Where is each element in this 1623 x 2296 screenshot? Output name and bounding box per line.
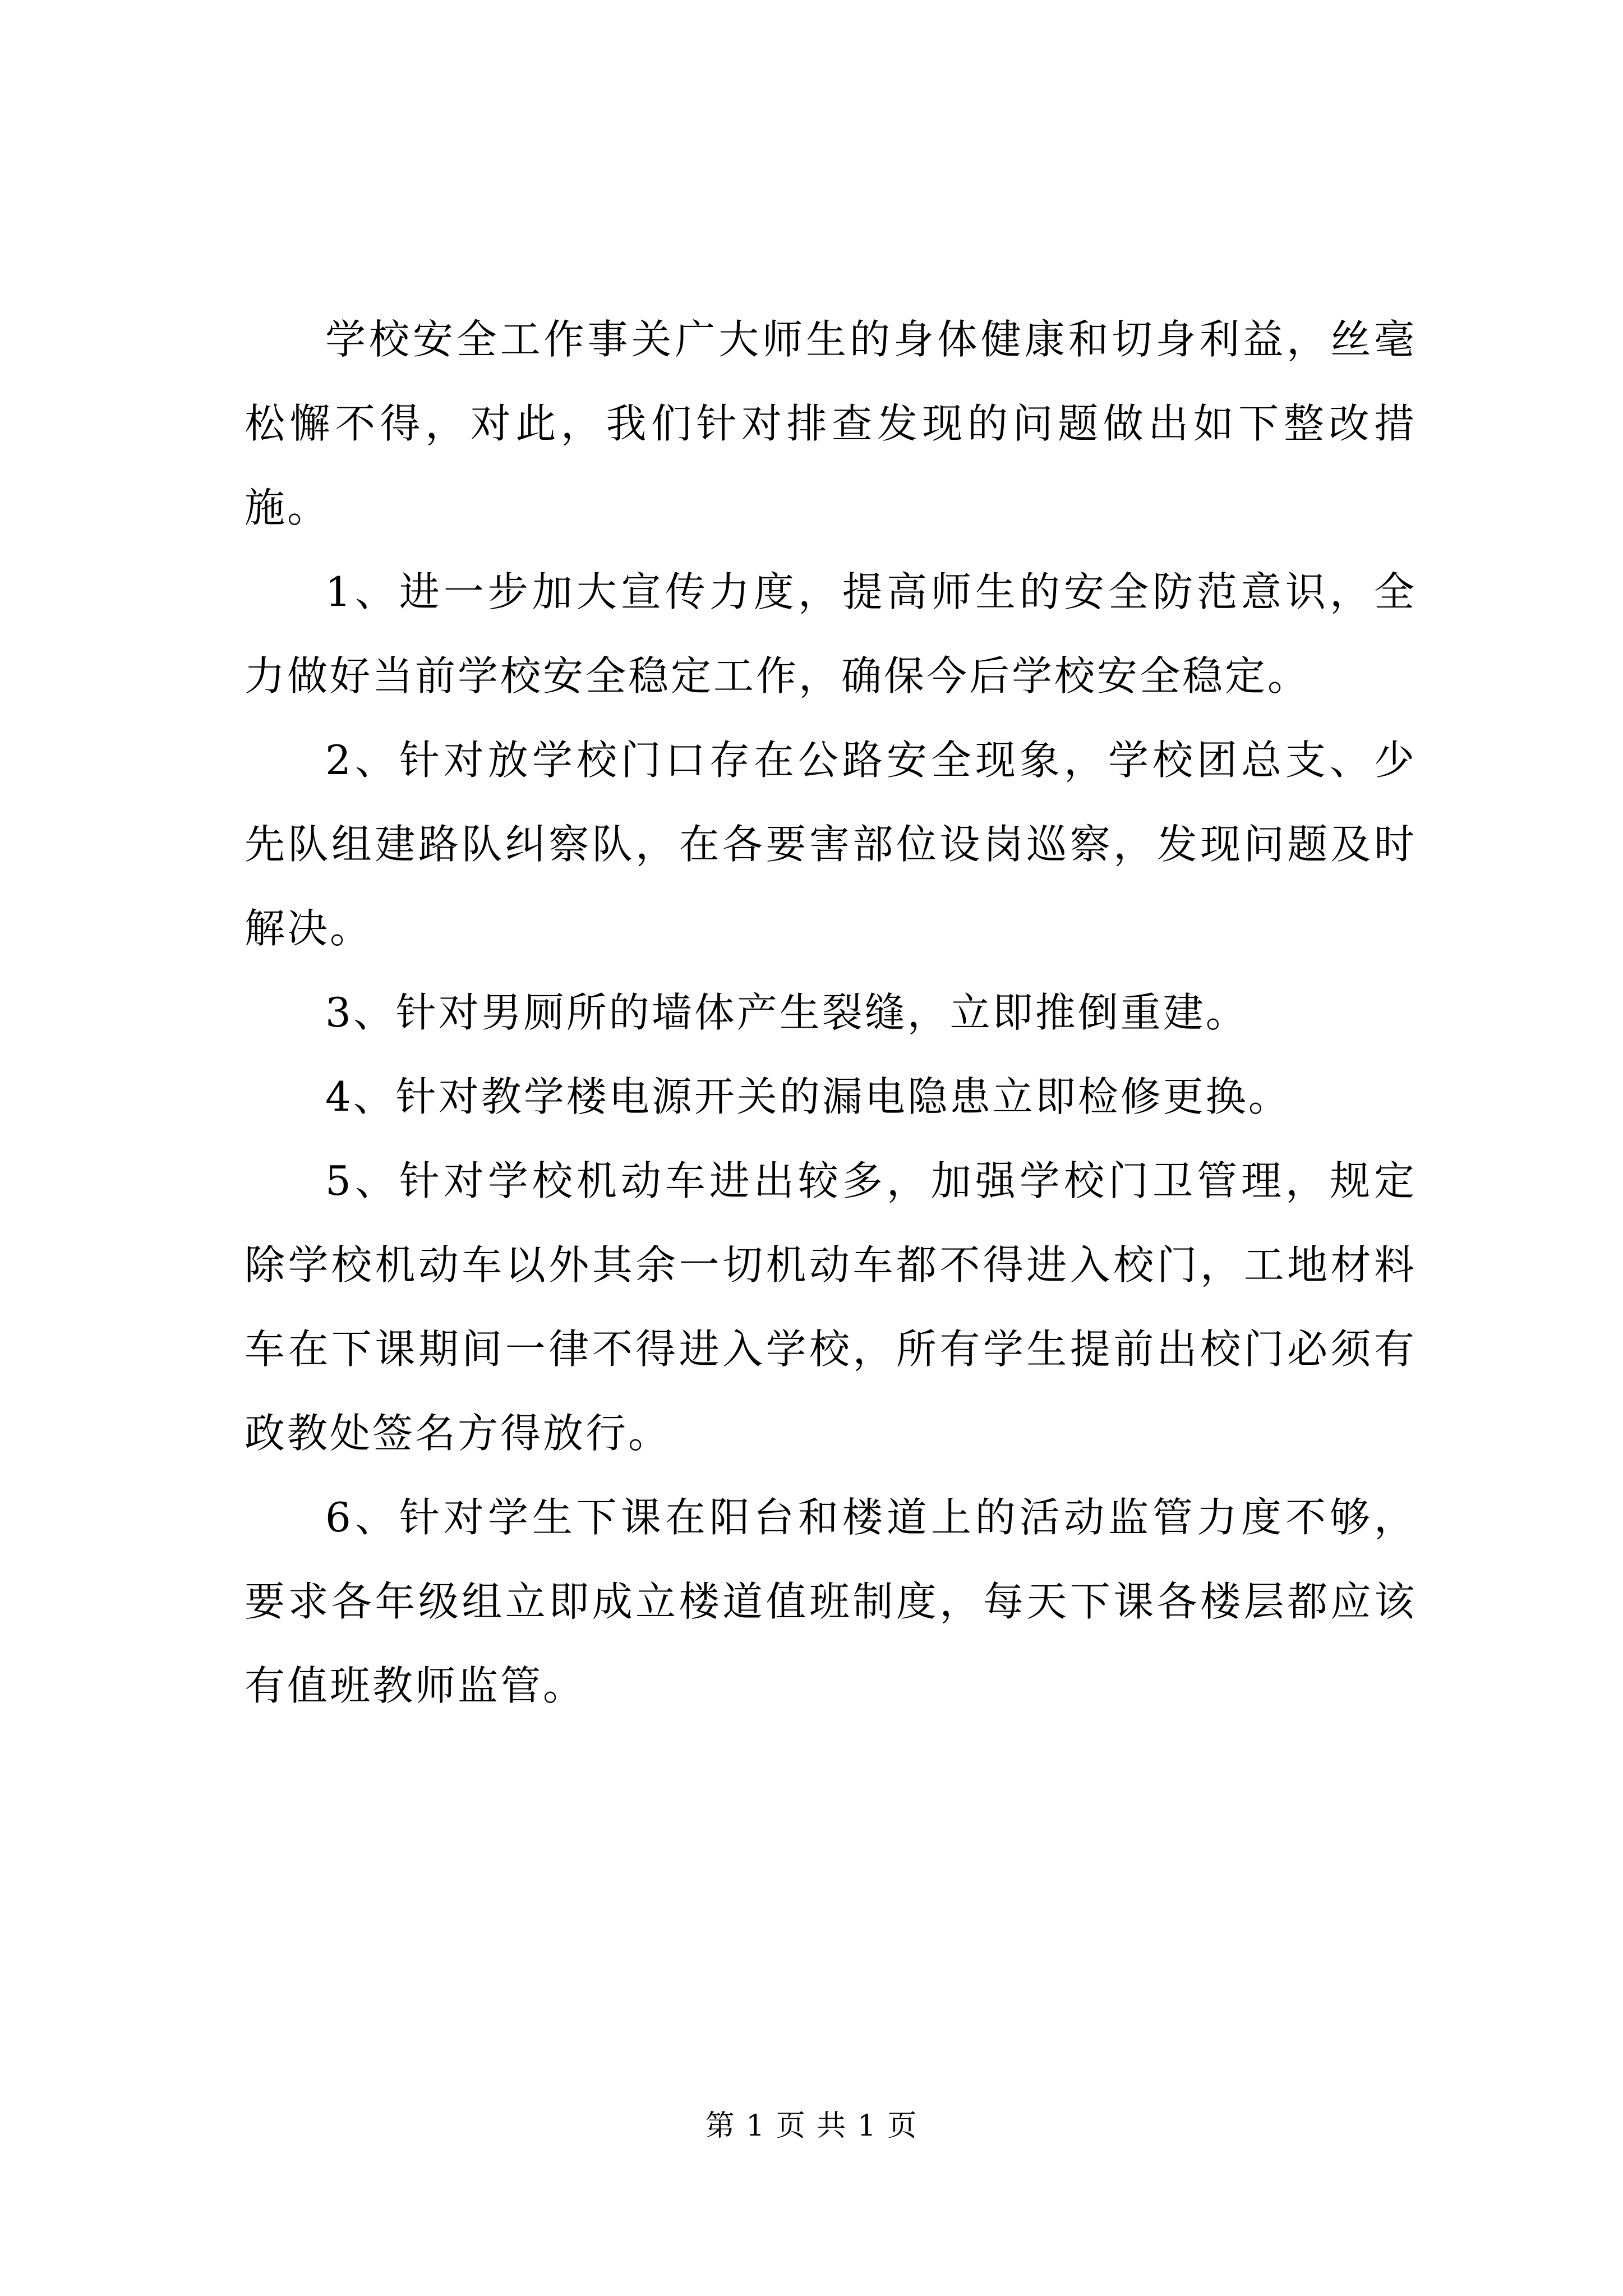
paragraph-item-1: 1、进一步加大宣传力度，提高师生的安全防范意识，全力做好当前学校安全稳定工作，确保今后学校安全稳定。 (245, 568, 1417, 700)
document-body (245, 297, 1417, 1728)
paragraph-item-4: 4、针对教学楼电源开关的漏电隐患立即检修更换。 (325, 1073, 1291, 1120)
paragraph-item-3: 3、针对男厕所的墙体产生裂缝，立即推倒重建。 (325, 989, 1248, 1036)
paragraph-item-5: 5、针对学校机动车进出较多，加强学校门卫管理，规定除学校机动车以外其余一切机动车都不得进入校门，工地材料车在下课期间一律不得进入学校，所有学生提前出校门必须有政教处签名方得放行。 (245, 1157, 1417, 1457)
paragraph-intro: 学校安全工作事关广大师生的身体健康和切身利益，丝毫松懈不得，对此，我们针对排查发现的问题做出如下整改措施。 (245, 316, 1417, 531)
paragraph-item-2: 2、针对放学校门口存在公路安全现象，学校团总支、少先队组建路队纠察队，在各要害部位设岗巡察，发现问题及时解决。 (245, 737, 1417, 952)
paragraph-item-6: 6、针对学生下课在阳台和楼道上的活动监管力度不够，要求各年级组立即成立楼道值班制度，每天下课各楼层都应该有值班教师监管。 (245, 1494, 1417, 1709)
page-number-footer: 第 1 页 共 1 页 (705, 2109, 918, 2143)
